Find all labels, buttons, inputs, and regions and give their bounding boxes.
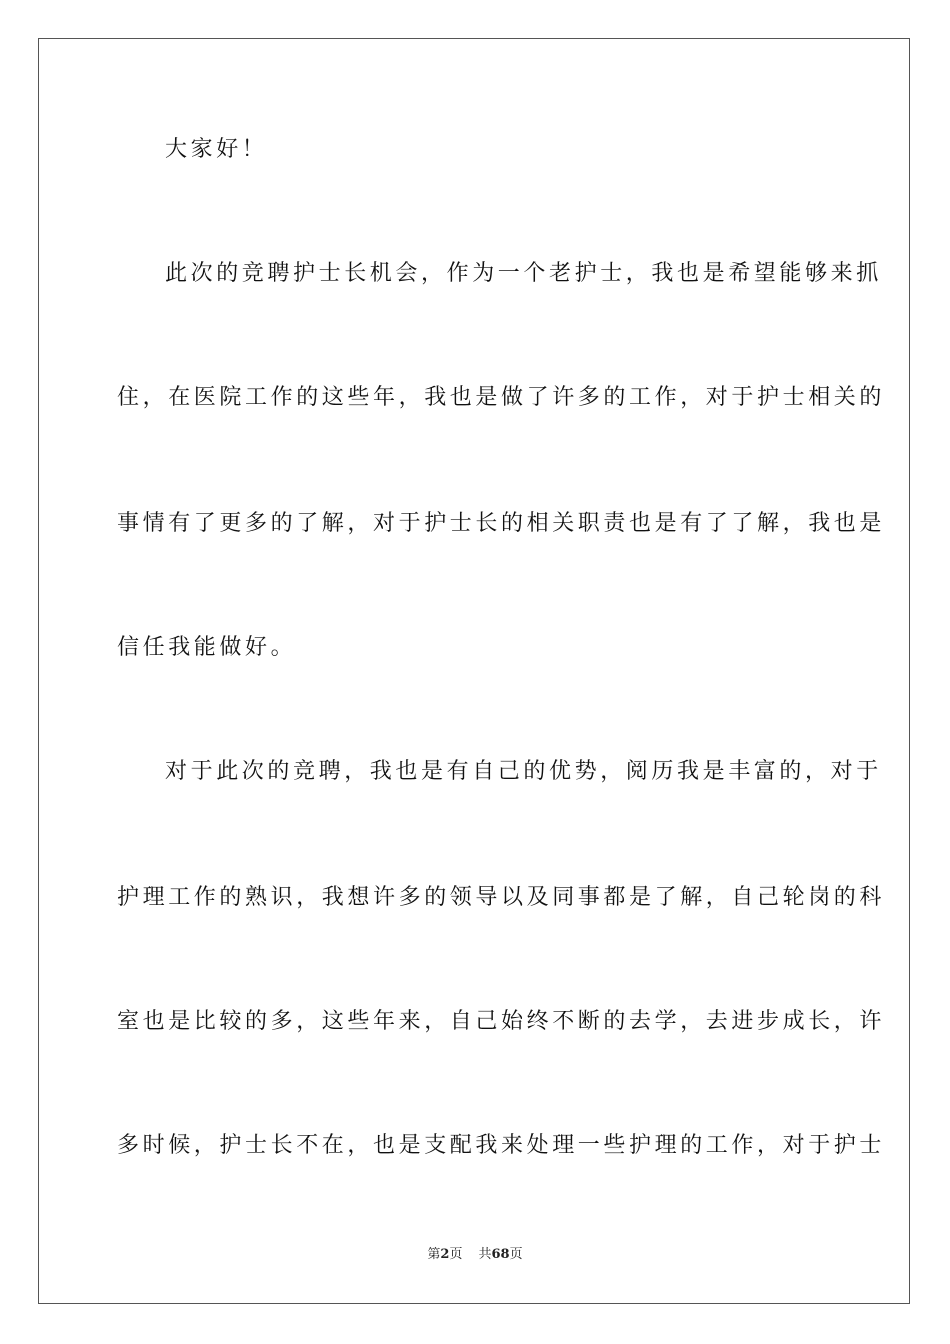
paragraph-2-line-2: 护理工作的熟识，我想许多的领导以及同事都是了解，自己轮岗的科 [117, 885, 886, 910]
page-prefix: 第 [427, 1247, 441, 1262]
total-pages: 68 [491, 1247, 510, 1262]
paragraph-1-line-2: 住，在医院工作的这些年，我也是做了许多的工作，对于护士相关的 [117, 385, 886, 410]
paragraph-1-line-3: 事情有了更多的了解，对于护士长的相关职责也是有了了解，我也是 [117, 511, 886, 536]
paragraph-2-line-1: 对于此次的竞聘，我也是有自己的优势，阅历我是丰富的，对于 [165, 759, 882, 784]
paragraph-2-line-4: 多时候，护士长不在，也是支配我来处理一些护理的工作，对于护士 [117, 1133, 886, 1158]
paragraph-1-line-1: 此次的竞聘护士长机会，作为一个老护士，我也是希望能够来抓 [165, 261, 882, 286]
page-frame [38, 38, 910, 1304]
total-prefix: 共 [478, 1247, 492, 1262]
paragraph-1-line-4: 信任我能做好。 [117, 635, 297, 660]
page-number: 2 [440, 1247, 450, 1262]
paragraph-2-line-3: 室也是比较的多，这些年来，自己始终不断的去学，去进步成长，许 [117, 1009, 886, 1034]
page-footer [0, 1246, 950, 1264]
page-suffix: 页 [449, 1247, 463, 1262]
greeting-line: 大家好！ [165, 137, 268, 162]
total-suffix: 页 [509, 1247, 523, 1262]
